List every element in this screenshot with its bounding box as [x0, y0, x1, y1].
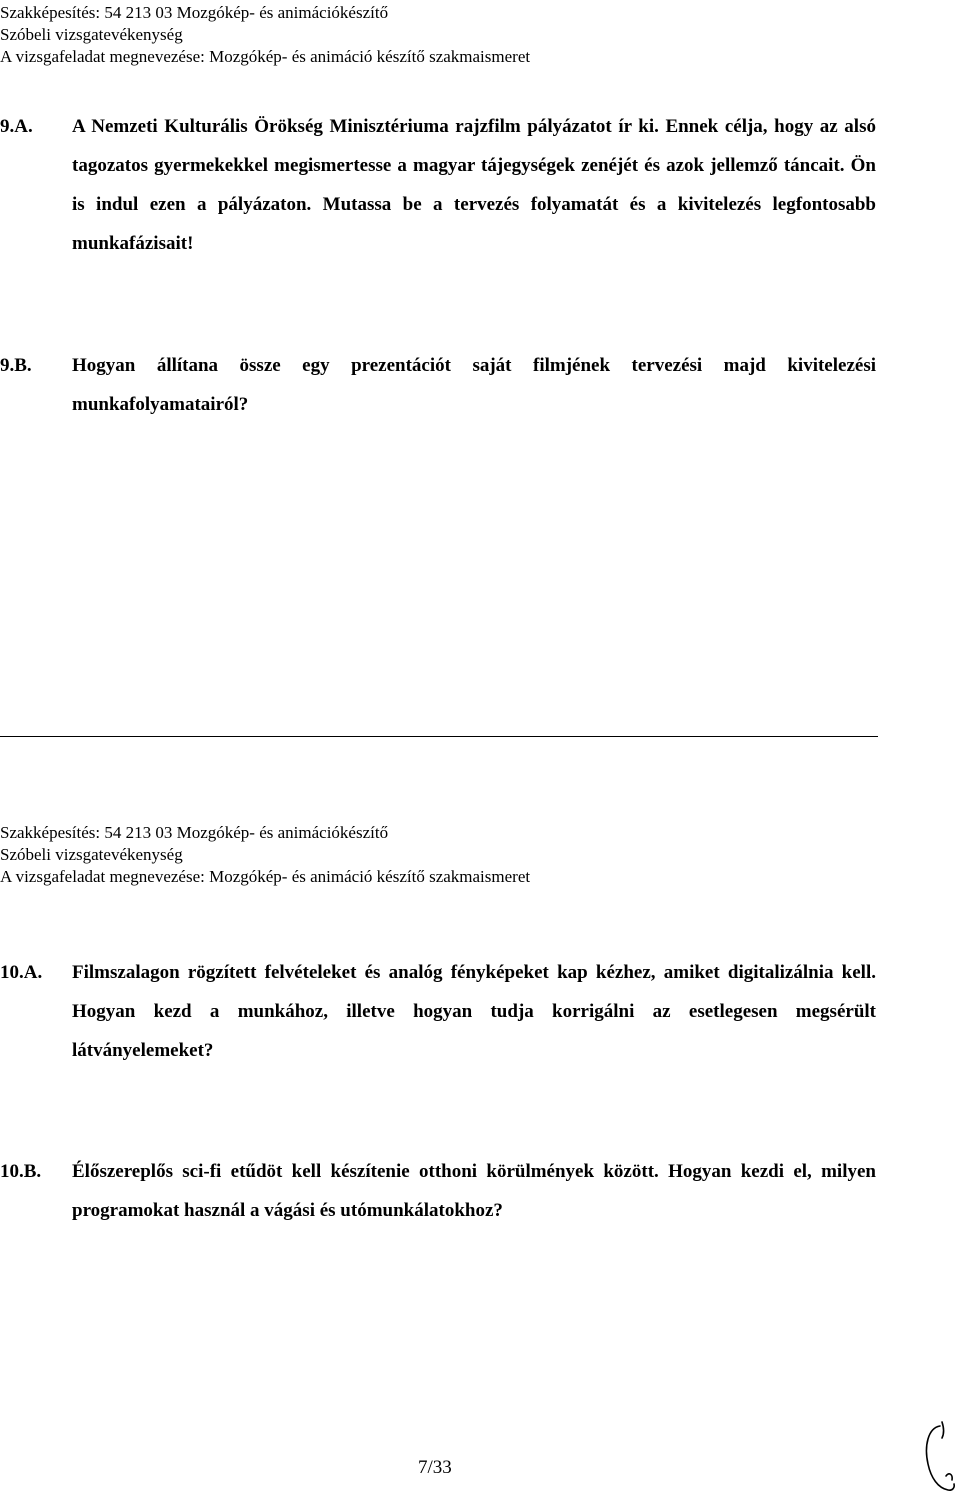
header-qualification: Szakképesítés: 54 213 03 Mozgókép- és animációkészítő — [0, 3, 389, 22]
handwritten-mark-icon — [918, 1418, 958, 1498]
header-task-name: A vizsgafeladat megnevezése: Mozgókép- és animáció készítő szakmaismeret — [0, 867, 531, 886]
header-exam-activity: Szóbeli vizsgatevékenység — [0, 25, 183, 44]
header-exam-activity: Szóbeli vizsgatevékenység — [0, 845, 183, 864]
task-10b — [0, 1152, 876, 1230]
page-header — [0, 822, 530, 888]
task-number: 9.B. — [0, 355, 32, 376]
task-9b — [0, 346, 876, 424]
page-divider — [0, 736, 878, 737]
task-text: Élőszereplős sci-fi etűdöt kell készítenie otthoni körülmények között. Hogyan kezdi el, milyen programokat használ a vágási és utómunkálatokhoz? — [72, 1161, 876, 1221]
task-text: Hogyan állítana össze egy prezentációt saját filmjének tervezési majd kivitelezési munkafolyamatairól? — [72, 355, 876, 415]
task-10a — [0, 953, 876, 1070]
task-text: A Nemzeti Kulturális Örökség Minisztériuma rajzfilm pályázatot ír ki. Ennek célja, hogy az alsó tagozatos gyermekekkel megismertesse a magyar tájegységek zenéjét és azok jellemző táncait. Ön is indul ezen a pályázaton. Mutassa be a tervezés folyamatát és a kivitelezés legfontosabb munkafázisait! — [72, 116, 876, 254]
header-task-name: A vizsgafeladat megnevezése: Mozgókép- és animáció készítő szakmaismeret — [0, 47, 531, 66]
task-9a — [0, 107, 876, 263]
page-header — [0, 2, 530, 68]
page-number: 7/33 — [418, 1457, 452, 1478]
task-number: 9.A. — [0, 116, 33, 137]
task-number: 10.B. — [0, 1161, 42, 1182]
task-text: Filmszalagon rögzített felvételeket és analóg fényképeket kap kézhez, amiket digitalizálnia kell. Hogyan kezd a munkához, illetve hogyan tudja korrigálni az esetlegesen megsérült látványelemeket? — [72, 962, 876, 1061]
task-number: 10.A. — [0, 962, 43, 983]
header-qualification: Szakképesítés: 54 213 03 Mozgókép- és animációkészítő — [0, 823, 389, 842]
